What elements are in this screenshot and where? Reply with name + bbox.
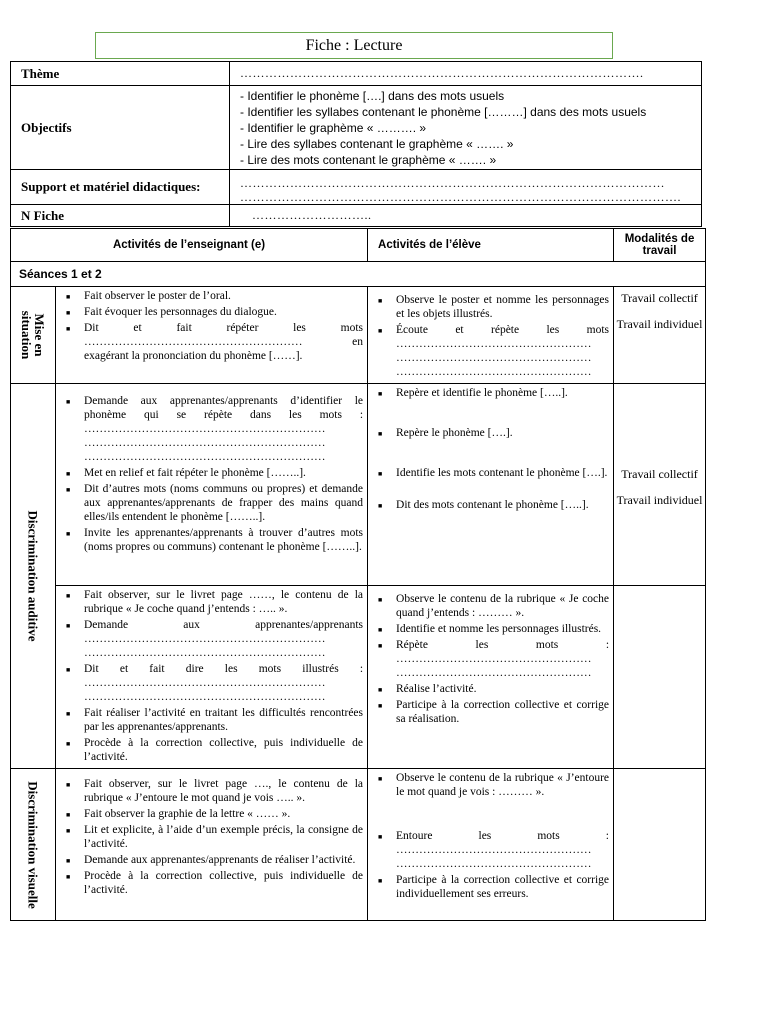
list-item: ■ Dit d’autres mots (noms communs ou propres) et demande aux apprenantes/apprenants de frapper des mains quand elles/ils entendent le phonème [……..].: [84, 482, 363, 524]
teacher-activities: [56, 769, 368, 921]
modalites: [614, 287, 706, 384]
list-item: ■ Identifie et nomme les personnages illustrés.: [396, 622, 609, 636]
header-modalites: Modalités de travail: [614, 229, 706, 262]
teacher-activities: [56, 384, 368, 586]
list-item: ■ Dit et fait dire les mots illustrés : ……………………………………………………… ………………………………………………………: [84, 662, 363, 704]
list-item: ■ Lit et explicite, à l’aide d’un exemple précis, la consigne de l’activité.: [84, 823, 363, 851]
list-item: ■ Réalise l’activité.: [396, 682, 609, 696]
theme-value: …………………………………………………………………………………….: [230, 62, 702, 86]
modalites: [614, 384, 706, 586]
support-line: …………………………………………………………………………………………: [240, 176, 665, 190]
teacher-activities: [56, 287, 368, 384]
list-item: ■ Observe le contenu de la rubrique « J’entoure le mot quand je vois : ……… ».: [396, 771, 609, 799]
support-line: …………………………………………………………………………………………….: [240, 190, 681, 204]
support-value: [230, 170, 702, 205]
activities-table: [10, 228, 706, 921]
list-item: ■ Procède à la correction collective, puis individuelle de l’activité.: [84, 736, 363, 764]
theme-label: Thème: [11, 62, 230, 86]
list-item: ■ Repère le phonème [….].: [396, 426, 609, 440]
objectif-item: - Identifier le phonème [….] dans des mots usuels: [240, 89, 505, 103]
student-activities: [368, 769, 614, 921]
list-item: ■ Identifie les mots contenant le phonème [….].: [396, 466, 609, 480]
list-item: ■ Repère et identifie le phonème […..].: [396, 386, 609, 400]
modalite-item: Travail individuel: [616, 492, 703, 507]
list-item: ■ Fait observer, sur le livret page …., le contenu de la rubrique « J’entoure le mot quand je vois ….. ».: [84, 777, 363, 805]
info-table: [10, 61, 702, 227]
list-item: ■ Fait évoquer les personnages du dialogue.: [84, 305, 363, 319]
support-label: Support et matériel didactiques:: [11, 170, 230, 205]
modalite-item: Travail collectif: [621, 466, 698, 481]
list-item: ■ Fait observer, sur le livret page ……, le contenu de la rubrique « Je coche quand j’entends : ….. ».: [84, 588, 363, 616]
student-activities: [368, 287, 614, 384]
objectif-item: - Lire des syllabes contenant le graphème « ……. »: [240, 137, 514, 151]
header-student: Activités de l’élève: [368, 229, 614, 262]
student-activities: [368, 586, 614, 769]
list-item: ■ Procède à la correction collective, puis individuelle de l’activité.: [84, 869, 363, 897]
list-item: ■ Fait observer la graphie de la lettre « …… ».: [84, 807, 363, 821]
list-item: ■ Participe à la correction collective et corrige sa réalisation.: [396, 698, 609, 726]
list-item: ■ Fait observer le poster de l’oral.: [84, 289, 363, 303]
list-item: ■ Dit des mots contenant le phonème […..].: [396, 498, 609, 512]
phase-label: Mise en situation: [11, 287, 56, 384]
modalites: [614, 586, 706, 769]
nfiche-label: N Fiche: [11, 205, 230, 227]
list-item: ■ Entoure les mots : …………………………………………… ……………………………………………: [396, 829, 609, 871]
list-item: ■ Répète les mots : …………………………………………… ……………………………………………: [396, 638, 609, 680]
section-title: Séances 1 et 2: [11, 262, 706, 287]
list-item: ■ Observe le contenu de la rubrique « Je coche quand j’entends : ……… ».: [396, 592, 609, 620]
list-item: ■ Demande aux apprenantes/apprenants d’identifier le phonème qui se répète dans les mots : ……………………………………………………… ……………………………………………………… ………………………………………………………: [84, 394, 363, 464]
modalites: [614, 769, 706, 921]
objectif-item: - Identifier le graphème « ………. »: [240, 121, 427, 135]
student-activities: [368, 384, 614, 586]
objectifs-label: Objectifs: [11, 86, 230, 170]
list-item: ■ Demande aux apprenantes/apprenants de réaliser l’activité.: [84, 853, 363, 867]
list-item: ■ Invite les apprenantes/apprenants à trouver d’autres mots (noms propres ou communs) contenant le phonème [……..].: [84, 526, 363, 554]
modalite-item: Travail collectif: [621, 291, 698, 305]
list-item: ■ Fait réaliser l’activité en traitant les difficultés rencontrées par les apprenantes/apprenants.: [84, 706, 363, 734]
modalite-item: Travail individuel: [616, 317, 703, 331]
list-item: ■ Participe à la correction collective et corrige individuellement ses erreurs.: [396, 873, 609, 901]
objectifs-list: [230, 86, 702, 170]
list-item: ■ Observe le poster et nomme les personnages et les objets illustrés.: [396, 293, 609, 321]
list-item: ■ Demande aux apprenantes/apprenants ……………………………………………………… ………………………………………………………: [84, 618, 363, 660]
header-teacher: Activités de l’enseignant (e): [11, 229, 368, 262]
nfiche-value: ………………………..: [230, 205, 702, 227]
phase-label: Discrimination visuelle: [11, 769, 56, 921]
list-item: ■ Met en relief et fait répéter le phonème [……..].: [84, 466, 363, 480]
page-title: Fiche : Lecture: [95, 32, 613, 59]
phase-label: Discrimination auditive: [11, 384, 56, 769]
list-item: ■ Dit et fait répéter les mots ………………………………………………… en exagérant la prononciation du phonème [……].: [84, 321, 363, 363]
objectif-item: - Identifier les syllabes contenant le phonème [………] dans des mots usuels: [240, 105, 647, 119]
teacher-activities: [56, 586, 368, 769]
list-item: ■ Écoute et répète les mots …………………………………………… …………………………………………… ……………………………………………: [396, 323, 609, 379]
objectif-item: - Lire des mots contenant le graphème « ……. »: [240, 153, 497, 167]
